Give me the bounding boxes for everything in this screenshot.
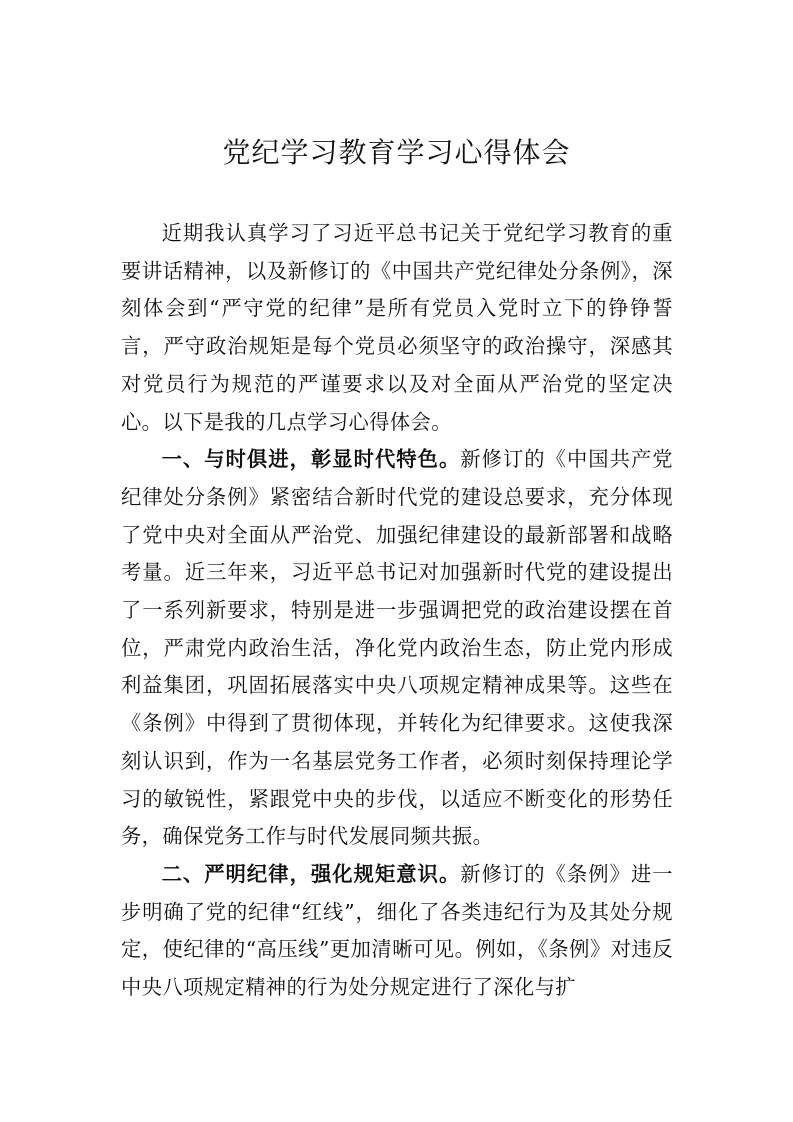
section-1-text: 新修订的《中国共产党纪律处分条例》紧密结合新时代党的建设总要求，充分体现了党中央对全面从严治党、加强纪律建设的最新部署和战略考量。近三年来，习近平总书记对加强新时代党的建设提出了一系列新要求，特别是进一步强调把党的政治建设摆在首位，严肃党内政治生活，净化党内政治生态，防止党内形成利益集团，巩固拓展落实中央八项规定精神成果等。这些在《条例》中得到了贯彻体现，并转化为纪律要求。这使我深刻认识到，作为一名基层党务工作者，必须时刻保持理论学习的敏锐性，紧跟党中央的步伐，以适应不断变化的形势任务，确保党务工作与时代发展同频共振。 [121,447,673,849]
section-1-heading: 一、与时俱进，彰显时代特色。 [161,447,461,472]
document-body [121,215,673,1007]
paragraph-section-1 [121,441,673,856]
section-2-heading: 二、严明纪律，强化规矩意识。 [161,861,461,886]
section-2-text: 新修订的《条例》进一步明确了党的纪律“红线”，细化了各类违纪行为及其处分规定，使纪律的“高压线”更加清晰可见。例如，《条例》对违反中央八项规定精神的行为处分规定进行了深化与扩 [121,861,673,1000]
paragraph-intro [121,215,673,441]
paragraph-section-2 [121,856,673,1007]
document-title: 党纪学习教育学习心得体会 [222,136,571,169]
paragraph-intro-text: 近期我认真学习了习近平总书记关于党纪学习教育的重要讲话精神，以及新修订的《中国共产党纪律处分条例》，深刻体会到“严守党的纪律”是所有党员入党时立下的铮铮誓言，严守政治规矩是每个党员必须坚守的政治操守，深感其对党员行为规范的严谨要求以及对全面从严治党的坚定决心。以下是我的几点学习心得体会。 [121,221,673,434]
